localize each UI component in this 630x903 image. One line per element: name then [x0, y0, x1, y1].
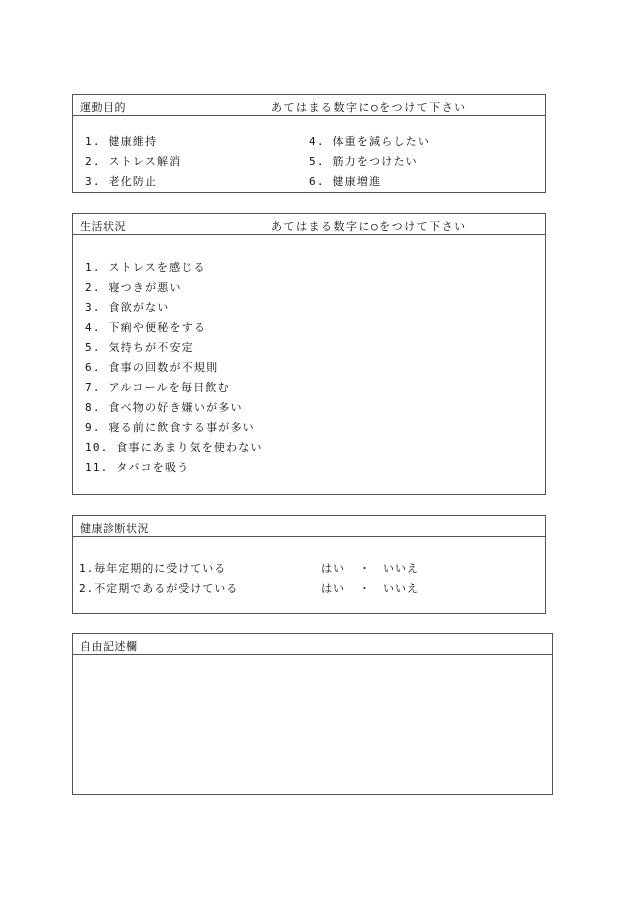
checkup-row-label: 2.不定期であるが受けている	[79, 582, 239, 595]
lifestyle-option[interactable]: 9. 寝る前に飲食する事が多い	[85, 421, 255, 434]
lifestyle-option[interactable]: 1. ストレスを感じる	[85, 261, 206, 274]
exercise-option[interactable]: 6. 健康増進	[309, 175, 382, 188]
lifestyle-option[interactable]: 8. 食べ物の好き嫌いが多い	[85, 401, 243, 414]
lifestyle-option[interactable]: 5. 気持ちが不安定	[85, 341, 194, 354]
exercise-option[interactable]: 1. 健康維持	[85, 135, 158, 148]
lifestyle-instruction: あてはまる数字に○をつけて下さい	[271, 220, 467, 233]
lifestyle-section	[72, 213, 546, 495]
lifestyle-option[interactable]: 6. 食事の回数が不規則	[85, 361, 219, 374]
lifestyle-option[interactable]: 10. 食事にあまり気を使わない	[85, 441, 263, 454]
exercise-purpose-section	[72, 94, 546, 193]
lifestyle-option[interactable]: 3. 食欲がない	[85, 301, 170, 314]
checkup-no-option[interactable]: いいえ	[383, 582, 419, 595]
lifestyle-option[interactable]: 2. 寝つきが悪い	[85, 281, 182, 294]
exercise-purpose-instruction: あてはまる数字に○をつけて下さい	[271, 101, 467, 114]
lifestyle-option[interactable]: 11. タバコを吸う	[85, 461, 190, 474]
checkup-yes-option[interactable]: はい	[321, 582, 345, 595]
exercise-purpose-header	[73, 95, 545, 116]
checkup-section	[72, 515, 546, 614]
checkup-yes-option[interactable]: はい	[321, 562, 345, 575]
lifestyle-option[interactable]: 4. 下痢や便秘をする	[85, 321, 207, 334]
lifestyle-title: 生活状況	[80, 220, 126, 233]
exercise-purpose-title: 運動目的	[80, 101, 126, 114]
checkup-header	[73, 516, 545, 537]
exercise-option[interactable]: 2. ストレス解消	[85, 155, 182, 168]
checkup-no-option[interactable]: いいえ	[383, 562, 419, 575]
exercise-option[interactable]: 5. 筋力をつけたい	[309, 155, 418, 168]
free-description-header	[73, 634, 552, 655]
checkup-row-label: 1.毎年定期的に受けている	[79, 562, 227, 575]
free-description-title: 自由記述欄	[80, 640, 138, 653]
checkup-title: 健康診断状況	[80, 522, 149, 535]
checkup-separator: ・	[359, 562, 371, 575]
checkup-separator: ・	[359, 582, 371, 595]
free-description-area[interactable]	[73, 655, 552, 794]
exercise-option[interactable]: 4. 体重を減らしたい	[309, 135, 431, 148]
free-description-section	[72, 633, 553, 795]
exercise-option[interactable]: 3. 老化防止	[85, 175, 158, 188]
lifestyle-option[interactable]: 7. アルコールを毎日飲む	[85, 381, 230, 394]
lifestyle-header	[73, 214, 545, 235]
